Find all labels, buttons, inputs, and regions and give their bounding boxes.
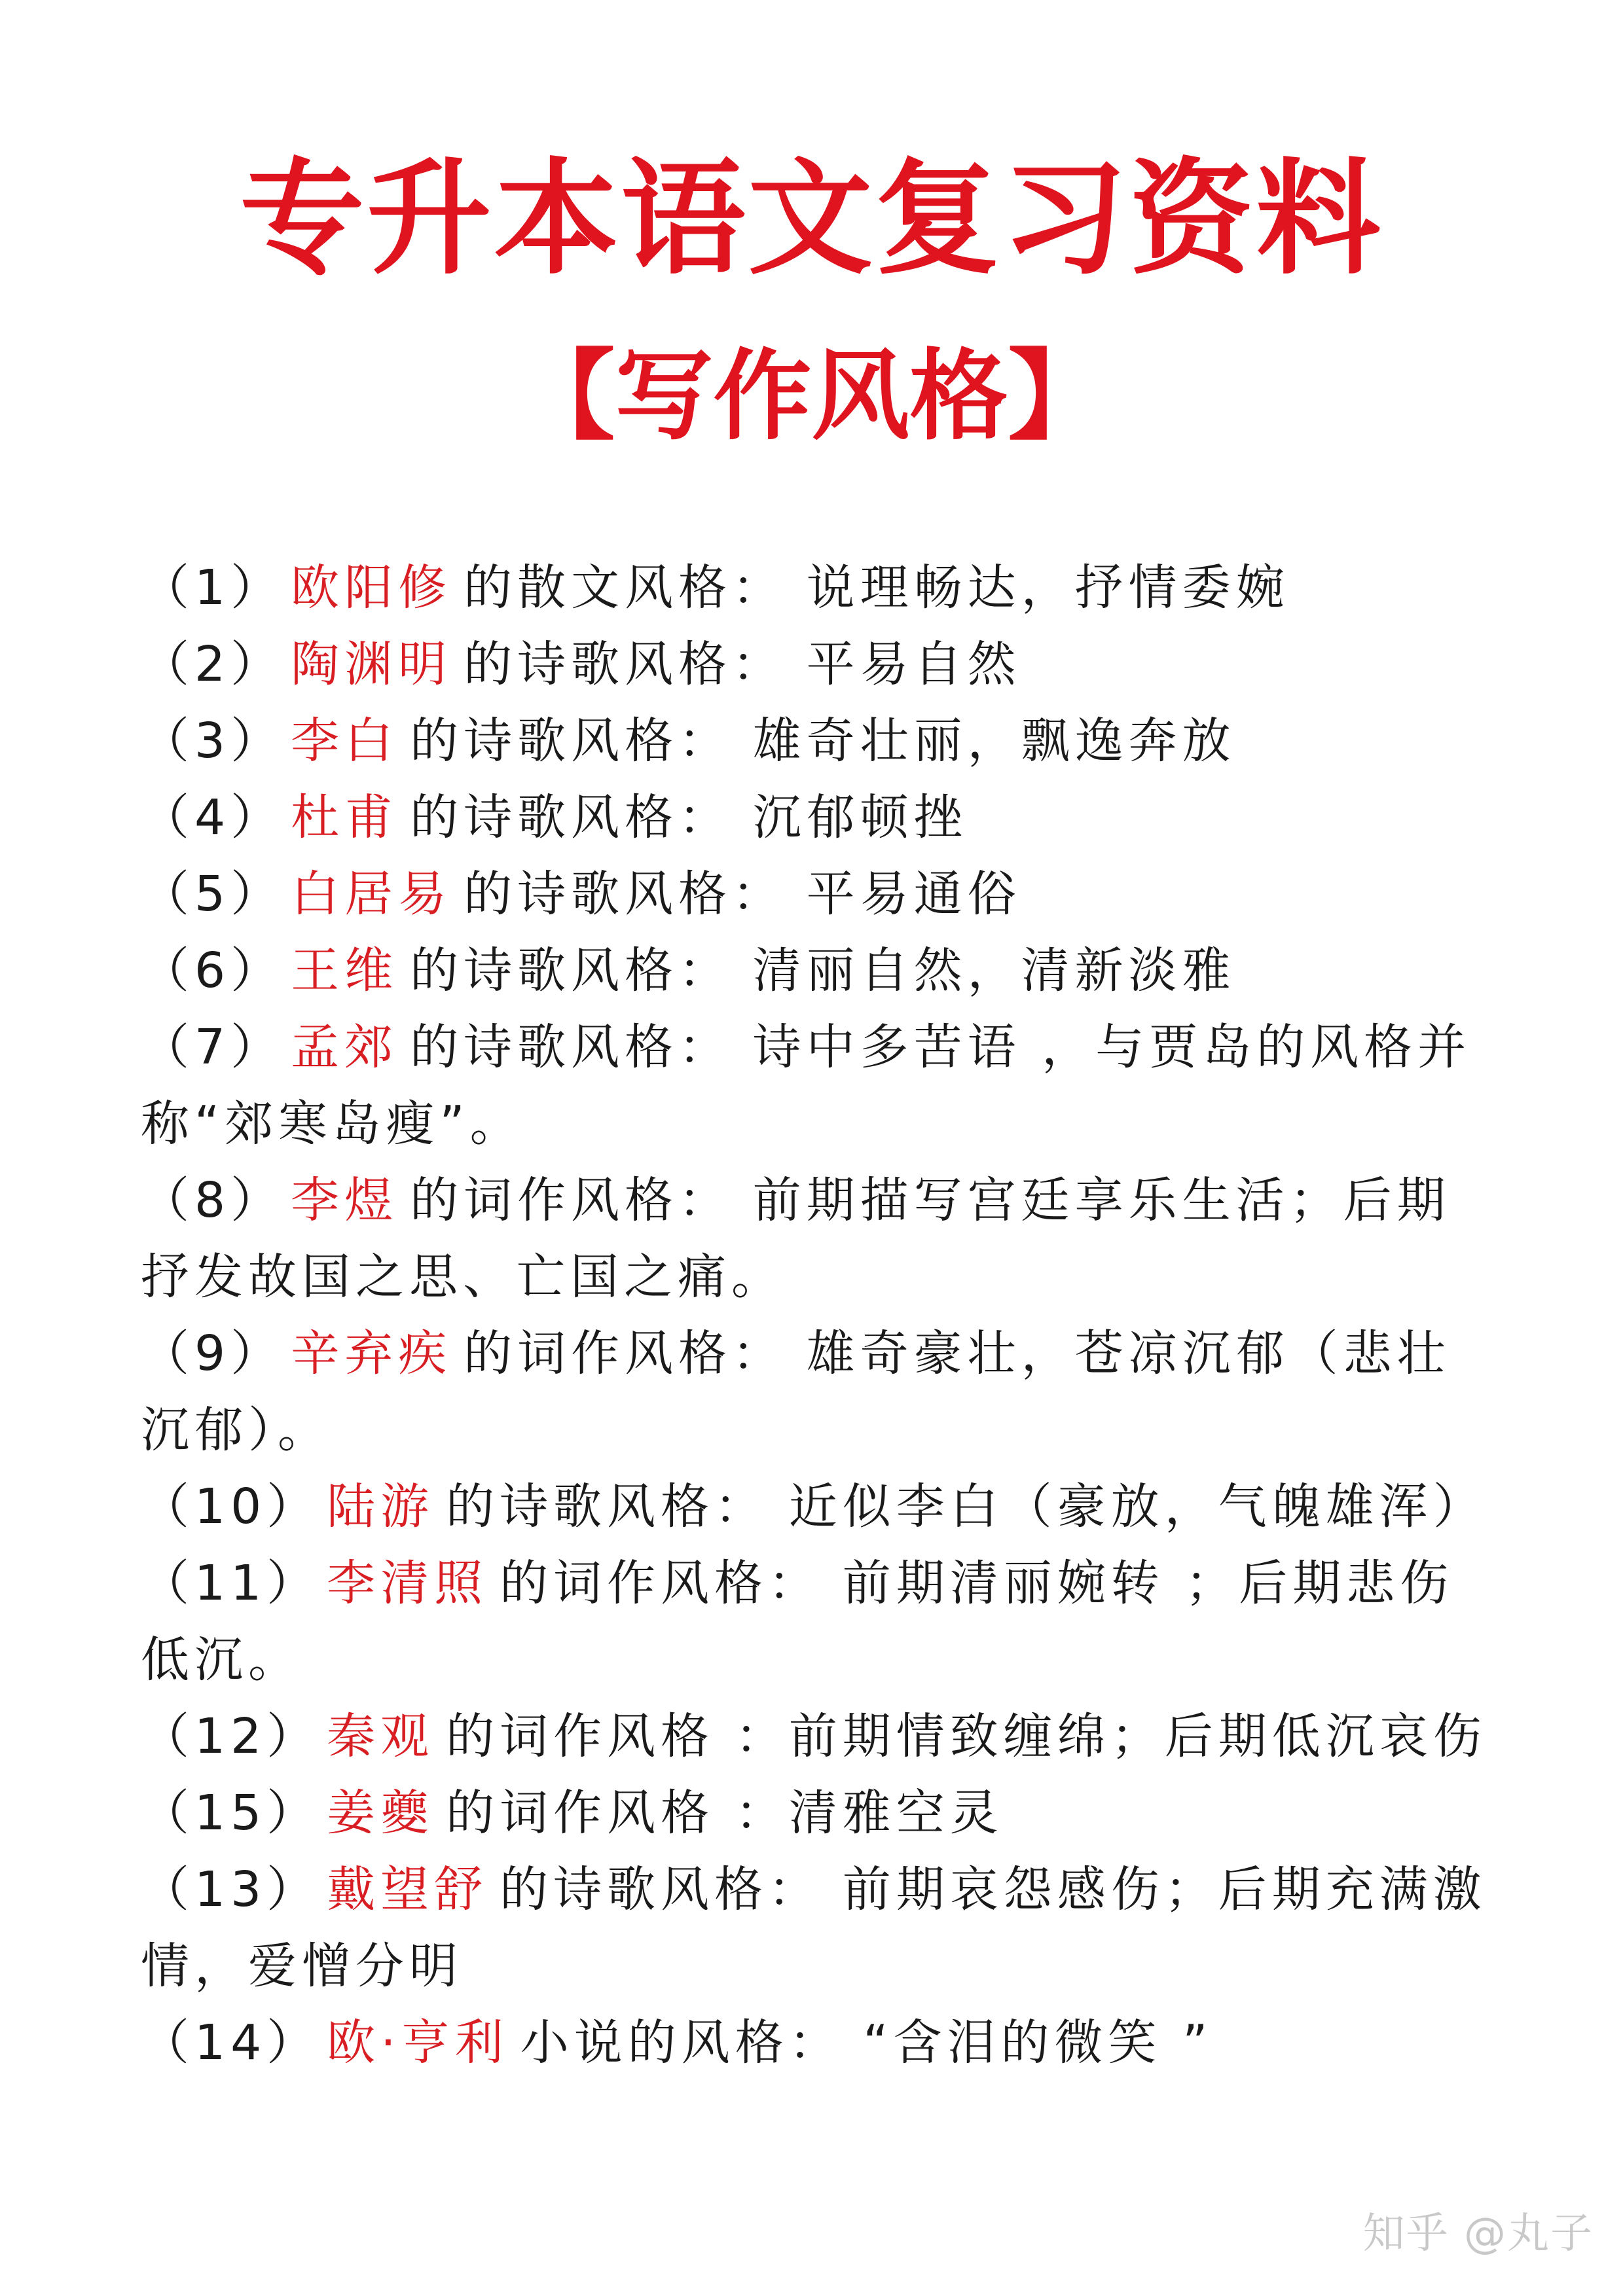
item-number: （15）: [141, 1785, 321, 1841]
list-item: [141, 550, 1489, 626]
item-text: 的词作风格： 雄奇豪壮，苍凉沉郁（悲壮沉郁）。: [141, 1325, 1451, 1458]
list-item: [141, 1852, 1489, 2005]
item-number: （14）: [141, 2015, 321, 2071]
list-item: [141, 626, 1489, 703]
list-item: [141, 1469, 1489, 1545]
list-item: [141, 1545, 1489, 1698]
list-item: [141, 933, 1489, 1009]
item-number: （11）: [141, 1555, 321, 1611]
list-item: [141, 1009, 1489, 1162]
author-name: 李清照: [327, 1555, 488, 1611]
list-item: [141, 703, 1489, 780]
item-number: （4）: [141, 789, 285, 846]
item-text: 的诗歌风格： 平易通俗: [464, 866, 1021, 922]
author-name: 陶渊明: [291, 636, 452, 692]
item-text: 的诗歌风格： 沉郁顿挫: [410, 789, 968, 846]
item-text: 的诗歌风格： 诗中多苦语 ，与贾岛的风格并称“郊寒岛瘦”。: [141, 1019, 1472, 1152]
item-text: 的诗歌风格： 平易自然: [464, 636, 1021, 692]
watermark: 知乎 @丸子: [1362, 2210, 1594, 2258]
list-item: [141, 856, 1489, 933]
item-text: 的词作风格： 前期清丽婉转 ；后期悲伤低沉。: [141, 1555, 1454, 1688]
list-item: [141, 1775, 1489, 1852]
page-title: 专升本语文复习资料: [240, 147, 1383, 291]
item-number: （6）: [141, 942, 285, 999]
item-text: 的词作风格： 前期描写宫廷享乐生活；后期抒发故国之思、亡国之痛。: [141, 1172, 1451, 1305]
author-name: 姜夔: [327, 1785, 435, 1841]
author-name: 李白: [291, 713, 399, 769]
item-text: 小说的风格： “含泪的微笑 ”: [520, 2015, 1213, 2071]
author-name: 白居易: [291, 866, 452, 922]
item-number: （12）: [141, 1708, 321, 1765]
author-name: 陆游: [327, 1479, 435, 1535]
author-name: 李煜: [291, 1172, 399, 1229]
item-text: 的诗歌风格： 清丽自然，清新淡雅: [410, 942, 1236, 999]
author-name: 王维: [291, 942, 399, 999]
item-number: （8）: [141, 1172, 285, 1229]
item-number: （9）: [141, 1325, 285, 1382]
item-text: 的词作风格 ：清雅空灵: [446, 1785, 1004, 1841]
item-number: （7）: [141, 1019, 285, 1075]
author-name: 辛弃疾: [291, 1325, 452, 1382]
item-text: 的诗歌风格： 雄奇壮丽，飘逸奔放: [410, 713, 1236, 769]
author-name: 孟郊: [291, 1019, 399, 1075]
style-list: [141, 550, 1489, 2081]
item-text: 的散文风格： 说理畅达，抒情委婉: [464, 560, 1290, 616]
list-item: [141, 2005, 1489, 2081]
author-name: 秦观: [327, 1708, 435, 1765]
list-item: [141, 1316, 1489, 1469]
item-text: 的诗歌风格： 前期哀怨感伤；后期充满激情，爱憎分明: [141, 1861, 1487, 1994]
author-name: 戴望舒: [327, 1861, 488, 1918]
item-number: （5）: [141, 866, 285, 922]
list-item: [141, 780, 1489, 856]
list-item: [141, 1162, 1489, 1316]
list-item: [141, 1698, 1489, 1775]
item-number: （2）: [141, 636, 285, 692]
author-name: 杜甫: [291, 789, 399, 846]
item-text: 的诗歌风格： 近似李白（豪放，气魄雄浑）: [446, 1479, 1487, 1535]
page-subtitle: 【写作风格】: [517, 338, 1106, 454]
item-number: （10）: [141, 1479, 321, 1535]
item-text: 的词作风格 ：前期情致缠绵；后期低沉哀伤: [446, 1708, 1487, 1765]
author-name: 欧阳修: [291, 560, 452, 616]
item-number: （13）: [141, 1861, 321, 1918]
item-number: （1）: [141, 560, 285, 616]
item-number: （3）: [141, 713, 285, 769]
author-name: 欧·亨利: [327, 2015, 509, 2071]
